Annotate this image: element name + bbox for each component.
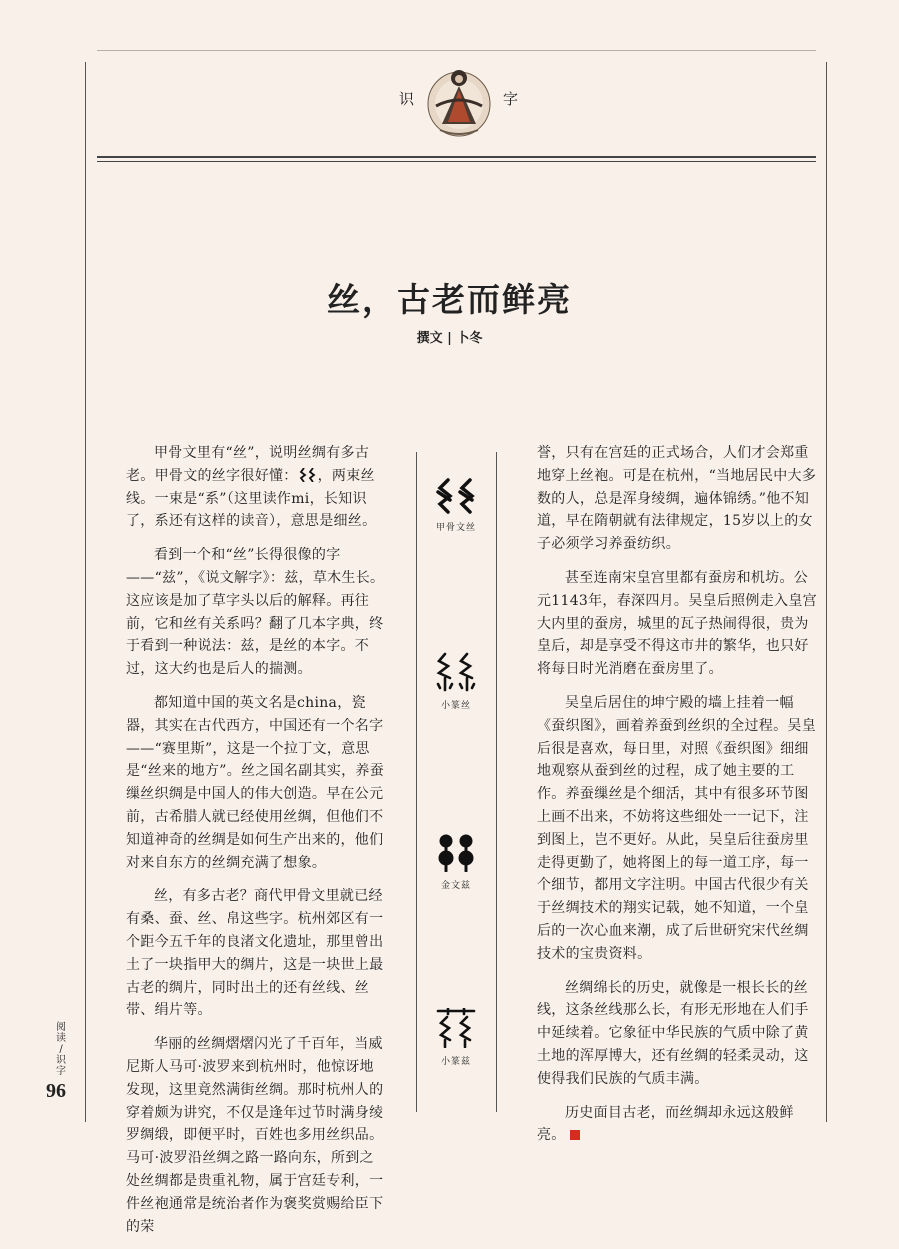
paragraph: 甲骨文里有“丝”，说明丝绸有多古老。甲骨文的丝字很好懂： ，两束丝线。一束是“系”（这里读作mi，长知识了，系还有这样的读音），意思是细丝。 [126, 445, 377, 530]
section-label: 阅读 / 识字 [56, 1022, 66, 1077]
paragraph: 丝，有多古老？商代甲骨文里就已经有桑、蚕、丝、帛这些字。杭州郊区有一个距今五千年的良渚文化遗址，那里曾出土了一块指甲大的绸片，这是一块世上最古老的绸片，同时出土的还有丝线、丝带、绢片等。 [126, 888, 384, 1019]
glyph-caption: 甲骨文丝 [435, 523, 476, 533]
glyph-caption: 小篆兹 [440, 1057, 471, 1067]
small-seal-zi-glyph-icon [434, 1008, 478, 1048]
paragraph: 甚至连南宋皇宫里都有蚕房和机坊。公元1143年，春深四月。吴皇后照例走入皇宫大内里的蚕房，城里的瓦子热闹得很，贵为皇后，却是享受不得这市井的繁华，也只好将每日时光消磨在蚕房里了。 [537, 569, 817, 678]
paragraph: 历史面目古老，而丝绸却永远这般鲜亮。 [537, 1104, 794, 1144]
right-text-column [537, 442, 820, 1158]
paragraph: 华丽的丝绸熠熠闪光了千百年，当威尼斯人马可·波罗来到杭州时，他惊讶地发现，这里竟然满街丝绸。那时杭州人的穿着颇为讲究，不仅是逢年过节时满身绫罗绸缎，即便平时，百姓也多用丝织品。马可·波罗沿丝绸之路一路向东，所到之处丝绸都是贵重礼物，属于宫廷专利，一件丝袍通常是统治者作为褒奖赏赐给臣下的荣 [126, 1036, 384, 1235]
paragraph: 看到一个和“丝”长得很像的字——“兹”，《说文解字》：兹，草木生长。这应该是加了草字头以后的解释。再往前，它和丝有关系吗？翻了几本字典，终于看到一种说法：兹，是丝的本字。不过，这大约也是后人的揣测。 [126, 547, 385, 678]
header-rule-thin [97, 161, 816, 162]
column-divider-right [496, 452, 497, 1112]
section-char-left: 识 [399, 90, 417, 108]
section-char-right: 字 [503, 90, 521, 108]
bronze-zi-glyph-icon [434, 832, 478, 872]
header-rule-thick [97, 156, 816, 158]
oracle-bone-si-glyph-icon [434, 478, 478, 514]
glyph-caption: 金文兹 [440, 881, 471, 891]
small-seal-si-glyph-icon [434, 652, 478, 692]
page-number: 96 [46, 1080, 66, 1102]
frame-right-border [826, 62, 827, 1122]
paragraph: 丝绸绵长的历史，就像是一根长长的丝线，这条丝线那么长，有形无形地在人们手中延续着。它象征中华民族的气质中除了黄土地的浑厚博大，还有丝绸的轻柔灵动，这使得我们民族的气质丰满。 [537, 979, 809, 1087]
paragraph: 誉，只有在宫廷的正式场合，人们才会郑重地穿上丝袍。可是在杭州，“当地居民中大多数的人，总是浑身绫绸，遍体锦绣。”他不知道，早在隋朝就有法律规定，15岁以上的女子必须学习养蚕纺织。 [537, 445, 817, 553]
glyph-caption: 小篆丝 [440, 701, 471, 711]
paragraph: 吴皇后居住的坤宁殿的墙上挂着一幅《蚕织图》，画着养蚕到丝织的全过程。吴皇后很是喜欢，每日里，对照《蚕织图》细细地观察从蚕到丝的过程，成了她主要的工作。养蚕缫丝是个细活，其中有很多环节图上画不出来，不妨将这些细处一一记下，注到图上，岂不更好。从此，吴皇后往蚕房里走得更勤了，她将图上的每一道工序，每一个细节，都用文字注明。中国古代很少有关于丝绸技术的翔实记载，她不知道，一个皇后的一次心血来潮，成了后世研究宋代丝绸技术的宝贵资料。 [537, 694, 816, 962]
inline-si-glyph-icon [298, 468, 318, 482]
top-rule [97, 50, 816, 51]
glyph-small-seal-zi [416, 1008, 496, 1067]
glyph-bronze-zi [416, 832, 496, 891]
figure-emblem-icon [426, 64, 492, 138]
paragraph: 都知道中国的英文名是china，瓷器，其实在古代西方，中国还有一个名字——“赛里斯”，这是一个拉丁文，意思是“丝来的地方”。丝之国名副其实，养蚕缫丝织绸是中国人的伟大创造。早在公元前，古希腊人就已经使用丝绸，但他们不知道神奇的丝绸是如何生产出来的，他们对来自东方的丝绸充满了想象。 [126, 694, 385, 871]
article-byline: 撰文 | 卜冬 [416, 331, 483, 346]
frame-left-border [85, 62, 86, 1122]
left-text-column [126, 442, 388, 1249]
end-mark-icon [570, 1130, 580, 1140]
article-title: 丝，古老而鲜亮 [327, 280, 572, 319]
glyph-oracle-si [416, 478, 496, 533]
glyph-small-seal-si [416, 652, 496, 711]
